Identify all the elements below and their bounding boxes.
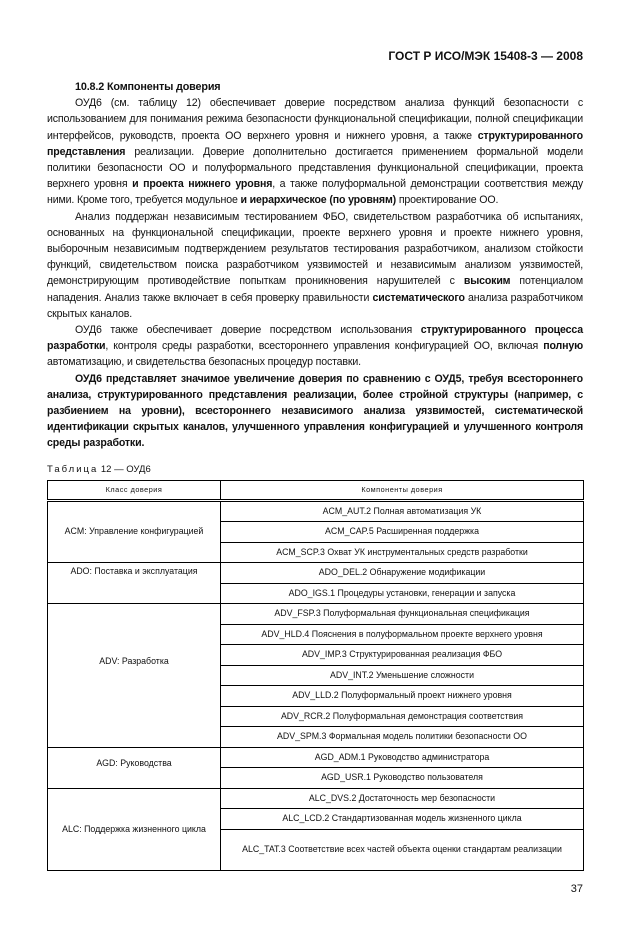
text: ОУД6 (см. таблицу 12) обеспечивает доверие посредством анализа функций безопасности с использованием для понимания режима безопасности функциональной спецификации, полной спецификации интерфейсов, руководств, проекта ОО верхнего уровня и нижнего уровня, а также bbox=[47, 97, 583, 142]
assurance-component-cell: ACM_AUT.2 Полная автоматизация УК bbox=[221, 500, 584, 522]
bold-text: и проекта нижнего уровня bbox=[132, 178, 273, 191]
assurance-component-cell: ALC_TAT.3 Соответствие всех частей объекта оценки стандартам реализации bbox=[221, 829, 584, 870]
bold-text: высоким bbox=[463, 275, 511, 288]
assurance-component-cell: AGD_ADM.1 Руководство администратора bbox=[221, 747, 584, 768]
assurance-class-cell: ADO: Поставка и эксплуатация bbox=[48, 563, 221, 604]
page-number: 37 bbox=[570, 882, 583, 895]
table-row bbox=[48, 747, 584, 768]
text: проектирование ОО. bbox=[396, 194, 499, 207]
section-heading: 10.8.2 Компоненты доверия bbox=[75, 81, 221, 93]
assurance-component-cell: ADO_IGS.1 Процедуры установки, генерации и запуска bbox=[221, 583, 584, 604]
paragraph bbox=[47, 322, 583, 371]
text: реализации. Доверие дополнительно достигается применением формальной модели политики безопасности ОО и полуформального представления функциональной спецификации, проекта верхнего уровня bbox=[47, 145, 583, 191]
assurance-component-cell: ADV_SPM.3 Формальная модель политики безопасности ОО bbox=[221, 727, 584, 748]
bold-text: систематического bbox=[372, 291, 465, 304]
assurance-component-cell: ADV_RCR.2 Полуформальная демонстрация соответствия bbox=[221, 706, 584, 727]
table-row bbox=[48, 563, 584, 584]
text: , контроля среды разработки, всестороннего управления конфигурацией ОО, включая bbox=[105, 340, 544, 353]
assurance-component-cell: ADO_DEL.2 Обнаружение модификации bbox=[221, 563, 584, 584]
document-body bbox=[47, 79, 583, 452]
bold-text: ОУД6 представляет значимое увеличение доверия по сравнению с ОУД5, требуя всестороннего анализа, структурированного представления реализации, более стройной структуры (например, с разбиением на уровни), всестороннего независимого анализа уязвимостей, систематической идентификации скрытых каналов, улучшенного управления конфигурацией и улучшенного контроля среды разработки. bbox=[47, 372, 583, 450]
assurance-component-cell: ALC_LCD.2 Стандартизованная модель жизненного цикла bbox=[221, 809, 584, 830]
table-caption bbox=[47, 464, 583, 476]
column-header: Компоненты доверия bbox=[221, 480, 584, 500]
assurance-class-cell: ADV: Разработка bbox=[48, 604, 221, 748]
assurance-component-cell: AGD_USR.1 Руководство пользователя bbox=[221, 768, 584, 789]
assurance-component-cell: ADV_LLD.2 Полуформальный проект нижнего уровня bbox=[221, 686, 584, 707]
assurance-component-cell: ADV_HLD.4 Пояснения в полуформальном проекте верхнего уровня bbox=[221, 624, 584, 645]
text: потенциалом нападения. Анализ также включает в себя проверку правильности bbox=[47, 275, 583, 304]
bold-text: полную bbox=[543, 340, 583, 353]
assurance-component-cell: ACM_CAP.5 Расширенная поддержка bbox=[221, 522, 584, 543]
bold-text: и иерархическое (по уровням) bbox=[240, 194, 397, 207]
paragraph bbox=[47, 209, 583, 322]
table-row bbox=[48, 604, 584, 625]
assurance-class-cell: ACM: Управление конфигурацией bbox=[48, 500, 221, 563]
table-header-row bbox=[48, 480, 584, 500]
paragraph bbox=[47, 371, 583, 452]
assurance-class-cell: ALC: Поддержка жизненного цикла bbox=[48, 788, 221, 870]
bold-text: структурированного представления bbox=[47, 129, 583, 158]
text: Анализ поддержан независимым тестированием ФБО, свидетельством разработчика об испытаниях, основанных на функциональной спецификации, проекте верхнего уровня и проекте нижнего уровня, выборочным независимым подтверждением результатов тестирования разработчиком, анализом стойкости функций, свидетельством поиска разработчиком уязвимостей и независимым анализом уязвимостей, демонстрирующим противодействие попыткам проникновения нарушителей с bbox=[47, 210, 583, 288]
table-row bbox=[48, 500, 584, 522]
assurance-table bbox=[47, 480, 584, 871]
table-row bbox=[48, 788, 584, 809]
assurance-component-cell: ADV_IMP.3 Структурированная реализация ФБО bbox=[221, 645, 584, 666]
text: , а также полуформальной демонстрации соответствия между ними. Кроме того, требуется модульное bbox=[47, 178, 583, 207]
bold-text: структурированного процесса разработки bbox=[47, 324, 583, 353]
assurance-component-cell: ALC_DVS.2 Достаточность мер безопасности bbox=[221, 788, 584, 809]
caption-label: Таблица bbox=[47, 463, 99, 475]
assurance-component-cell: ADV_INT.2 Уменьшение сложности bbox=[221, 665, 584, 686]
text: анализа разработчиком скрытых каналов. bbox=[47, 291, 583, 320]
paragraph bbox=[47, 95, 583, 208]
caption-title: 12 — ОУД6 bbox=[98, 463, 151, 475]
assurance-class-cell: AGD: Руководства bbox=[48, 747, 221, 788]
text: автоматизацию, и свидетельства безопасных процедур поставки. bbox=[47, 356, 361, 369]
text: ОУД6 также обеспечивает доверие посредством использования bbox=[75, 324, 421, 337]
assurance-component-cell: ADV_FSP.3 Полуформальная функциональная спецификация bbox=[221, 604, 584, 625]
paragraphs bbox=[47, 95, 583, 451]
column-header: Класс доверия bbox=[48, 480, 221, 500]
document-header: ГОСТ Р ИСО/МЭК 15408-3 — 2008 bbox=[388, 49, 583, 63]
assurance-component-cell: ACM_SCP.3 Охват УК инструментальных средств разработки bbox=[221, 542, 584, 563]
